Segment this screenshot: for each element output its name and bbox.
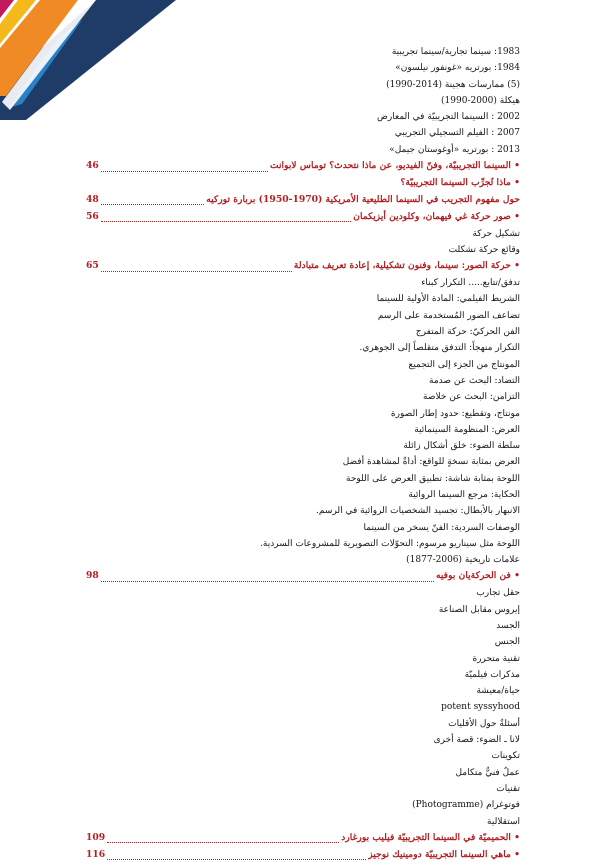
entry-title: 1983: سينما تجارية/سينما تجريبية	[391, 47, 520, 57]
toc-section-entry	[86, 158, 520, 175]
entry-title: تكوينات	[491, 751, 520, 762]
toc-sub-entry	[86, 324, 520, 340]
toc-sub-entry	[86, 125, 520, 141]
entry-title: (5) ممارسات هجينة (2014-1990)	[386, 79, 520, 90]
entry-title: الوصفات السردية: الفنّ يسخر من السينما	[363, 522, 520, 533]
toc-sub-entry	[86, 44, 520, 60]
dot-leader	[107, 850, 366, 860]
entry-title: تقنية متحررة	[472, 653, 520, 664]
dot-leader	[101, 572, 434, 582]
entry-title: التزامن: البحث عن خلاصة	[423, 392, 520, 403]
entry-title: علامات تاريخية (2006-1877)	[406, 555, 520, 566]
entry-title: • ماذا تُجرِّب السينما التجريبيّة؟	[400, 176, 520, 188]
entry-title: العرض: المنظومة السينمائية	[414, 424, 520, 435]
toc-sub-entry	[86, 602, 520, 618]
entry-title: حقل تجارب	[476, 588, 520, 599]
entry-title: مونتاج، وتقطيع: حدود إطار الصورة	[390, 408, 520, 419]
entry-title: إيروس مقابل الصناعة	[438, 604, 520, 615]
entry-title: • السينما التجريبيّة، وفنّ الفيديو، عن ماذا نتحدث؟ توماس لابوانت	[269, 160, 520, 172]
toc-sub-entry	[86, 683, 520, 699]
toc-sub-entry	[86, 487, 520, 503]
dot-leader	[101, 262, 292, 272]
entry-title: أسئلةٌ حول الأقليات	[448, 718, 520, 729]
toc-sub-entry	[86, 77, 520, 93]
entry-title: الحكاية: مرجع السينما الروائية	[408, 489, 520, 500]
toc-sub-entry	[86, 667, 520, 683]
toc-sub-entry	[86, 471, 520, 487]
entry-title: 2002 : السينما التجريبيّة في المعارض	[377, 112, 520, 123]
toc-sub-entry	[86, 422, 520, 438]
entry-title: اللوحة بمثابة شاشة: تطبيق العرض على اللوحة	[346, 473, 520, 484]
entry-title: تقنيات	[496, 783, 520, 794]
toc-sub-entry	[86, 454, 520, 470]
entry-title: المونتاج من الجزء إلى التجميع	[408, 359, 520, 370]
toc-sub-entry	[86, 142, 520, 158]
entry-title: التكرار منهجاً: التدفق متقلصاً إلى الجوهري.	[359, 343, 520, 354]
toc-sub-entry	[86, 552, 520, 568]
toc-section-entry	[86, 175, 520, 192]
toc-sub-entry	[86, 716, 520, 732]
entry-title: عملٌ فنيٌّ متكامل	[455, 767, 520, 778]
entry-title: لانا ـ الضوء: قصة أخرى	[433, 735, 520, 746]
toc-sub-entry	[86, 634, 520, 650]
toc-sub-entry	[86, 242, 520, 258]
toc-section-entry	[86, 830, 520, 847]
entry-title: الشريط الفيلمي: المادة الأولية للسينما	[376, 294, 520, 305]
toc-sub-entry	[86, 699, 520, 715]
toc-sub-entry	[86, 748, 520, 764]
toc-sub-entry	[86, 226, 520, 242]
entry-title: الجنس	[494, 637, 520, 648]
toc-sub-entry	[86, 732, 520, 748]
entry-title: 2007 : الفيلم التسجيلي التجريبي	[394, 128, 520, 139]
toc-sub-entry	[86, 797, 520, 813]
entry-title: اللوحة مثل سيناريو مرسوم: التحوّلات التصويرية للمشروعات السردية.	[260, 538, 520, 549]
toc-sub-entry	[86, 373, 520, 389]
page-number: 48	[86, 193, 99, 205]
entry-title: الانبهار بالأبطال: تجسيد الشخصيات الروائية في الرسم.	[316, 506, 520, 517]
toc-sub-entry	[86, 93, 520, 109]
table-of-contents	[86, 44, 520, 864]
entry-title: تضاعف الصور المُستخدمة على الرسم	[377, 310, 520, 321]
toc-sub-entry	[86, 340, 520, 356]
toc-sub-entry	[86, 781, 520, 797]
dot-leader	[101, 195, 204, 205]
entry-title: 1984: بورتريه «غونفور نيلسون»	[395, 63, 520, 74]
entry-title: الفن الحركيّ: حركة المتفرج	[415, 327, 520, 338]
entry-title: • الحميميّة في السينما التجريبيّة فيليب بورغارد	[341, 831, 520, 843]
page-number: 46	[86, 160, 99, 172]
entry-title: وقائع حركة تشكلت	[448, 244, 520, 255]
entry-title: هيكلة (2000-1990)	[441, 95, 520, 106]
entry-title: التضاد: البحث عن صدمة	[429, 375, 520, 386]
entry-title: تدفق/تتابع..... التكرار كبناء	[421, 278, 520, 289]
page-number: 109	[86, 831, 106, 843]
toc-section-entry	[86, 847, 520, 864]
dot-leader	[101, 212, 352, 222]
toc-sub-entry	[86, 389, 520, 405]
entry-title: تشكيل حركة	[472, 228, 520, 239]
toc-section-entry	[86, 209, 520, 226]
toc-sub-entry	[86, 585, 520, 601]
entry-title: الجسد	[496, 620, 520, 631]
toc-sub-entry	[86, 814, 520, 830]
toc-sub-entry	[86, 60, 520, 76]
entry-title: مذكرات فيلميّة	[464, 669, 520, 680]
toc-sub-entry	[86, 109, 520, 125]
dot-leader	[107, 833, 339, 843]
toc-sub-entry	[86, 618, 520, 634]
entry-title: • حركة الصور: سينما، وفنون تشكيلية، إعادة تعريف متبادلة	[293, 260, 520, 272]
toc-sub-entry	[86, 438, 520, 454]
entry-title: • فن الحركةيان بوفيه	[435, 570, 520, 582]
toc-sub-entry	[86, 291, 520, 307]
toc-sub-entry	[86, 406, 520, 422]
toc-sub-entry	[86, 308, 520, 324]
dot-leader	[101, 162, 268, 172]
toc-sub-entry	[86, 765, 520, 781]
toc-section-entry	[86, 192, 520, 209]
toc-section-entry	[86, 568, 520, 585]
toc-sub-entry	[86, 357, 520, 373]
entry-title: • صور حركة غي فيهمان، وكلودين أيزيكمان	[353, 210, 520, 222]
entry-title: حياة/معيشة	[476, 686, 520, 697]
entry-title: فوتوغرام (Photogramme)	[412, 800, 520, 811]
page-number: 65	[86, 260, 99, 272]
page-number: 116	[86, 848, 106, 860]
toc-sub-entry	[86, 520, 520, 536]
toc-sub-entry	[86, 503, 520, 519]
toc-sub-entry	[86, 536, 520, 552]
entry-title: استقلالية	[487, 816, 520, 827]
toc-sub-entry	[86, 275, 520, 291]
entry-title: 2013 : بورتريه «أوغوستان جيمل»	[389, 144, 520, 155]
page-number: 98	[86, 570, 99, 582]
page-number: 56	[86, 210, 99, 222]
entry-title: • ماهي السينما التجريبيّة دومينيك نوجيز	[368, 848, 520, 860]
toc-section-entry	[86, 258, 520, 275]
toc-sub-entry	[86, 651, 520, 667]
entry-title: potent syssyhood	[441, 702, 520, 713]
entry-title: العرض بمثابة نسخةٍ للواقع: أداةٌ لمشاهدة أفضل	[342, 457, 520, 468]
entry-title: سلطة الضوء: خلق أشكال زائلة	[403, 441, 520, 452]
entry-title: حول مفهوم التجريب في السينما الطليعية الأمريكية (1970-1950) بربارة توركيه	[206, 193, 520, 205]
